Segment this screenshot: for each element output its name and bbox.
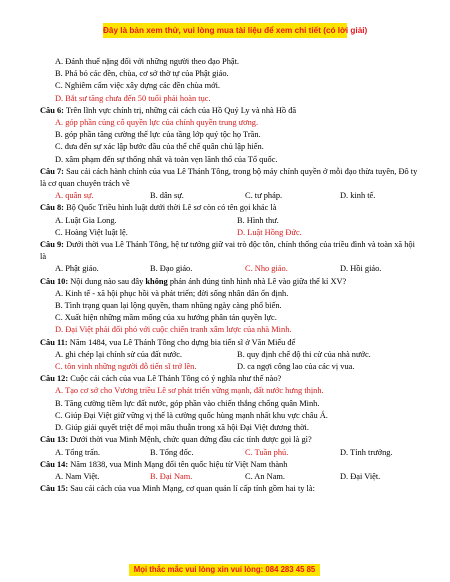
options-row — [40, 471, 420, 483]
question-9 — [40, 239, 420, 263]
option-d: D. Đại Việt. — [340, 471, 381, 481]
question-text: Năm 1838, vua Minh Mạng đổi tên quốc hiệu từ Việt Nam thành — [68, 459, 288, 469]
option-d: D. kinh tế. — [340, 191, 376, 201]
contact-footer: Mọi thắc mắc vui lòng xin vui lòng: 084 283 45 85 — [129, 564, 320, 576]
question-text: Sau cải cách của vua Minh Mạng, cơ quan quản lí cấp tỉnh gồm hai ty là: — [68, 484, 315, 494]
question-number: Câu 14: — [40, 459, 69, 469]
option-c: C. đưa đến sự xác lập bước đầu của thể chế quân chủ lập hiến. — [55, 142, 264, 152]
question-text: Sau cải cách hành chính của vua Lê Thánh Tông, trong bộ máy chính quyền ở mỗi đạo thừa tuyên, Đô ty là cơ quan chuyên trách về — [40, 166, 418, 189]
option-c-answer: C. tôn vinh những người đỗ tiến sĩ trở lên. — [55, 362, 197, 372]
option-b: B. Tổng đốc. — [150, 447, 194, 457]
question-number: Câu 8: — [40, 203, 64, 213]
option-c: C. An Nam. — [245, 471, 286, 481]
options-row — [40, 361, 420, 373]
question-14 — [40, 459, 420, 471]
question-list — [40, 56, 420, 495]
option-c: C. Nghiêm cấm việc xây dựng các đền chùa mới. — [55, 81, 221, 91]
option-a: A. Kinh tế - xã hội phục hồi và phát triển; đời sống nhân dân ổn định. — [55, 288, 289, 298]
option-c: C. Hoàng Việt luật lệ. — [55, 227, 128, 237]
option-d: D. Tỉnh trưởng. — [340, 447, 393, 457]
option-d: D. ca ngợi công lao của các vị vua. — [237, 362, 355, 372]
question-7 — [40, 166, 420, 190]
option-d: D. Giúp giải quyết triệt để mọi mâu thuẫn trong xã hội Đại Việt đương thời. — [55, 423, 309, 433]
options-row — [40, 227, 420, 239]
question-13 — [40, 434, 420, 446]
question-12 — [40, 373, 420, 385]
option-d: D. xâm phạm đến sự thống nhất và toàn vẹn lãnh thổ của Tổ quốc. — [55, 154, 278, 164]
question-number: Câu 11: — [40, 337, 68, 347]
question-15 — [40, 483, 420, 495]
question-10 — [40, 276, 420, 288]
options-row — [40, 190, 420, 202]
option-c-answer: C. Tuần phủ. — [245, 447, 289, 457]
option-a-answer: A. quân sự. — [55, 191, 94, 201]
emphasis-not: không — [145, 276, 168, 286]
option-b: B. dân sự. — [150, 191, 184, 201]
question-text: Dưới thời vua Minh Mệnh, chức quan đứng đầu các tỉnh được gọi là gì? — [68, 435, 312, 445]
question-number: Câu 6: — [40, 105, 64, 115]
options-row — [40, 215, 420, 227]
question-text: Năm 1484, vua Lê Thánh Tông cho dựng bia tiến sĩ ở Văn Miếu để — [67, 337, 296, 347]
option-d-answer: D. Luật Hồng Đức. — [237, 227, 302, 237]
question-number: Câu 12: — [40, 374, 69, 384]
option-a: A. Luật Gia Long. — [55, 215, 117, 225]
option-d-answer: D. Bắt sư tăng chưa đến 50 tuổi phải hoàn tục. — [55, 93, 211, 103]
question-text: Bộ Quốc Triều hình luật dưới thời Lê sơ còn có tên gọi khác là — [63, 203, 277, 213]
option-d: D. Hồi giáo. — [340, 264, 382, 274]
question-6 — [40, 105, 420, 117]
option-b: B. Tình trạng quan lại lộng quyền, tham nhũng ngày càng phổ biến. — [55, 301, 282, 311]
question-text-tail: phản ánh đúng tình hình nhà Lê vào giữa thế kỉ XV? — [167, 276, 347, 286]
option-b: B. quy định chế độ thi cử của nhà nước. — [237, 349, 371, 359]
option-a: A. Đánh thuế nặng đối với những người theo đạo Phật. — [55, 57, 240, 66]
option-b: B. Đạo giáo. — [150, 264, 193, 274]
question-11 — [40, 337, 420, 349]
option-a-answer: A. Tạo cơ sở cho Vương triều Lê sơ phát triển vững mạnh, đất nước hưng thịnh. — [55, 386, 324, 396]
option-b: B. Phá bỏ các đền, chùa, cơ sở thờ tự của Phật giáo. — [55, 69, 229, 79]
option-c: C. Xuất hiện những mầm mống của xu hướng phân tán quyền lực. — [55, 313, 277, 323]
option-c: C. Giúp Đại Việt giữ vững vị thế là cường quốc hùng mạnh nhất khu vực châu Á. — [55, 410, 328, 420]
question-text: Nội dung nào sau đây — [68, 276, 146, 286]
option-c: C. tư pháp. — [245, 191, 283, 201]
option-c-answer: C. Nho giáo. — [245, 264, 288, 274]
option-a: A. Nam Việt. — [55, 471, 100, 481]
option-d-answer: D. Đại Việt phải đối phó với cuộc chiến tranh xâm lược của nhà Minh. — [55, 325, 292, 335]
question-8 — [40, 202, 420, 214]
question-text: Trên lĩnh vực chính trị, những cải cách của Hồ Quý Ly và nhà Hồ đã — [63, 105, 297, 115]
options-row — [40, 263, 420, 275]
option-b: B. Hình thư. — [237, 215, 279, 225]
option-a-answer: A. góp phần củng cố quyền lực của chính quyền trung ương. — [55, 118, 259, 128]
option-a: A. ghi chép lại chính sử của đất nước. — [55, 349, 182, 359]
question-text: Cuộc cải cách của vua Lê Thánh Tông có ý nghĩa như thế nào? — [68, 374, 282, 384]
preview-banner: Đây là bản xem thử, vui lòng mua tài liệu để xem chi tiết (có lời giải) — [103, 23, 347, 38]
option-b: B. góp phần tăng cường thế lực của tầng lớp quý tộc họ Trần. — [55, 130, 261, 140]
options-row — [40, 447, 420, 459]
question-number: Câu 13: — [40, 435, 69, 445]
question-text: Dưới thời vua Lê Thánh Tông, hệ tư tưởng giữ vai trò độc tôn, chính thống của triều đình và toàn xã hội là — [40, 240, 415, 262]
question-number: Câu 15: — [40, 484, 69, 494]
options-row — [40, 349, 420, 361]
question-number: Câu 7: — [40, 166, 64, 176]
option-a: A. Tổng trấn. — [55, 447, 100, 457]
question-number: Câu 9: — [40, 240, 64, 250]
option-b-answer: B. Đại Nam. — [150, 471, 193, 481]
option-b: B. Tăng cường tiềm lực đất nước, góp phần vào chiến thắng chống quân Minh. — [55, 398, 320, 408]
option-a: A. Phật giáo. — [55, 264, 99, 274]
question-number: Câu 10: — [40, 276, 69, 286]
